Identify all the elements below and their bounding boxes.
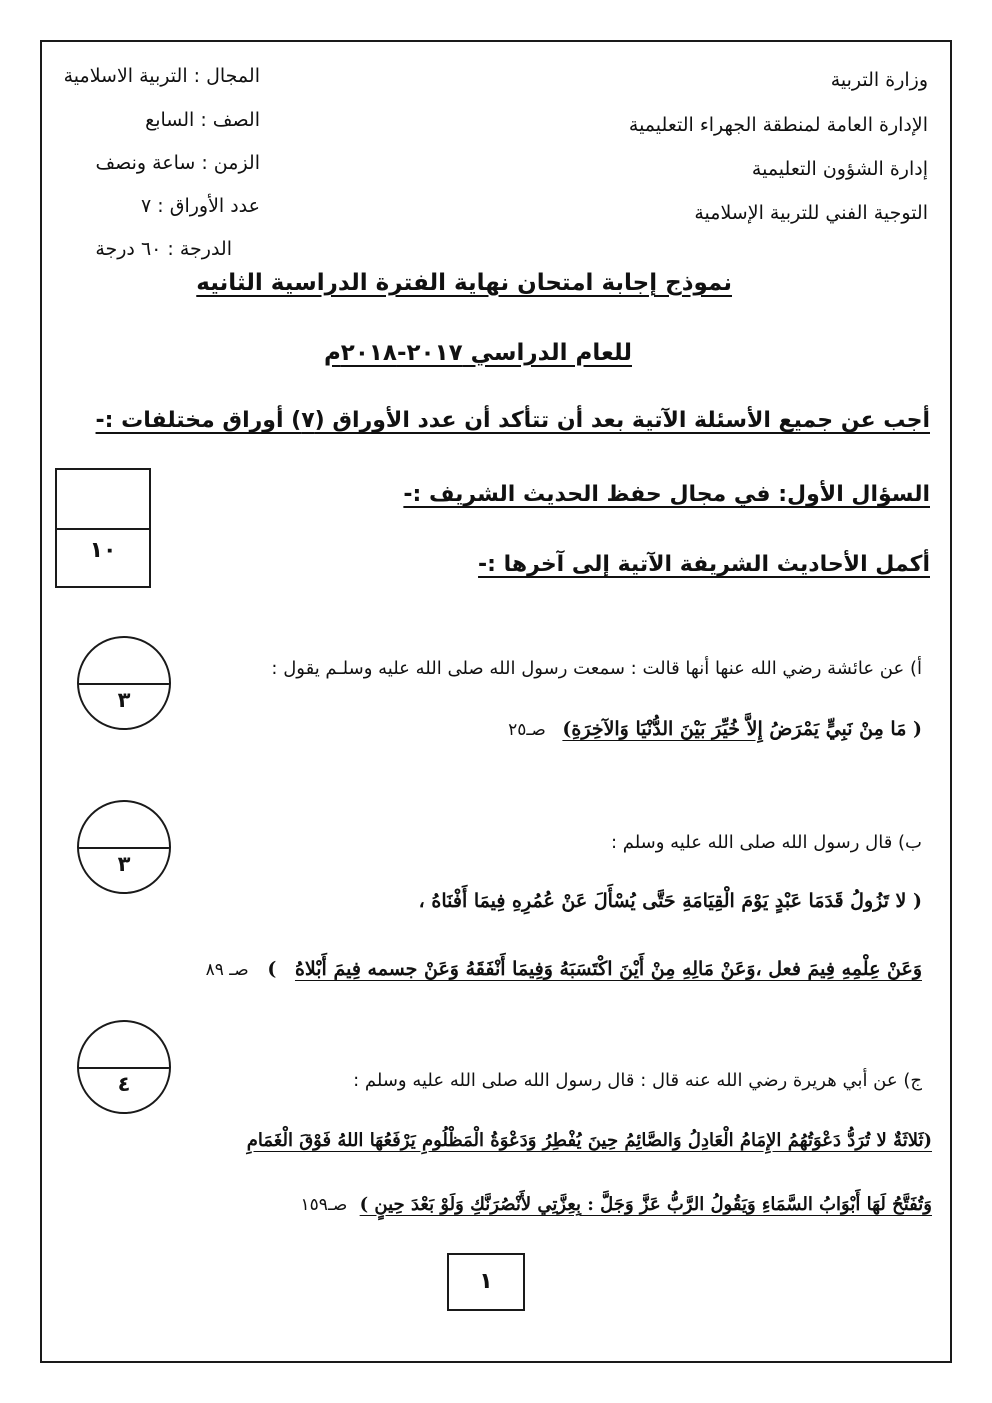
academic-year: للعام الدراسي ٢٠١٧-٢٠١٨م — [323, 340, 632, 366]
hadith-a-answer: إِلاَّ خُيِّرَ بَيْنَ الدُّنْيَا وَالآخِرَةِ) — [562, 718, 763, 740]
hadith-c-intro: ج) عن أبي هريرة رضي الله عنه قال : قال رسول الله صلى الله عليه وسلم : — [353, 1070, 922, 1091]
hadith-c-ref: صـ١٥٩ — [300, 1195, 348, 1215]
affairs-dept: إدارة الشؤون التعليمية — [751, 158, 928, 180]
mark-value-b: ٣ — [117, 852, 131, 876]
question-score-box — [55, 468, 151, 588]
mark-circle-divider — [79, 1067, 169, 1069]
score-field: الدرجة : ٦٠ درجة — [95, 238, 232, 260]
hadith-c-line2-wrap — [301, 1194, 932, 1215]
exam-title: نموذج إجابة امتحان نهاية الفترة الدراسية الثانيه — [196, 270, 732, 296]
hadith-c-line1-wrap — [247, 1130, 932, 1151]
hadith-c-line2: وَتُفَتَّحُ لَهَا أَبْوَابُ السَّمَاءِ وَيَقُولُ الرَّبُّ عَزَّ وَجَلَّ : بِعِزَّتِي لأَنْصُرَنَّكِ وَلَوْ بَعْدَ حِينٍ ) — [359, 1194, 932, 1215]
score-box-divider — [57, 528, 149, 530]
time-field: الزمن : ساعة ونصف — [95, 152, 260, 174]
mark-circle-divider — [79, 683, 169, 685]
grade-field: الصف : السابع — [145, 109, 260, 131]
hadith-b-line2-wrap — [206, 958, 922, 980]
question-score-value: ١٠ — [89, 538, 117, 563]
hadith-a-intro: أ) عن عائشة رضي الله عنها أنها قالت : سمعت رسول الله صلى الله عليه وسلـم يقول : — [271, 658, 922, 679]
hadith-a-ref: صـ٢٥ — [508, 720, 546, 740]
question1-heading: السؤال الأول: في مجال حفظ الحديث الشريف :- — [403, 482, 930, 507]
mark-circle-b — [77, 800, 171, 894]
pages-field: عدد الأوراق : ٧ — [141, 195, 260, 217]
exam-instructions: أجب عن جميع الأسئلة الآتية بعد أن تتأكد أن عدد الأوراق (٧) أوراق مختلفات :- — [95, 408, 930, 433]
question1-prompt: أكمل الأحاديث الشريفة الآتية إلى آخرها :- — [478, 552, 930, 577]
hadith-a-text — [508, 718, 922, 740]
supervision-dept: التوجية الفني للتربية الإسلامية — [694, 202, 928, 224]
hadith-c-line1: (ثَلاثَةٌ لا تُرَدُّ دَعْوَتُهُمُ الإِمَامُ الْعَادِلُ وَالصَّائِمُ حِينَ يُفْطِرُ وَدَعْوَةُ الْمَظْلُومِ يَرْفَعُهَا اللهُ فَوْقَ الْغَمَامِ — [246, 1130, 932, 1151]
mark-circle-divider — [79, 847, 169, 849]
mark-circle-a — [77, 636, 171, 730]
hadith-b-intro: ب) قال رسول الله صلى الله عليه وسلم : — [610, 832, 922, 853]
mark-value-c: ٤ — [117, 1072, 131, 1096]
hadith-b-close: ) — [267, 958, 277, 980]
hadith-a-open: ( مَا مِنْ نَبِيٍّ يَمْرَضُ — [769, 718, 922, 740]
ministry-name: وزارة التربية — [830, 69, 928, 91]
mark-value-a: ٣ — [117, 688, 131, 712]
hadith-b-ref: صـ ٨٩ — [205, 960, 249, 980]
hadith-b-line2: وَعَنْ عِلْمِهِ فِيمَ فعل ،وَعَنْ مَالِهِ مِنْ أَيْنَ اكْتَسَبَهُ وَفِيمَا أَنْفَقَهُ وَعَنْ جسمه فِيمَ أَبْلاهُ — [294, 958, 922, 980]
subject-field: المجال : التربية الاسلامية — [63, 65, 260, 87]
mark-circle-c — [77, 1020, 171, 1114]
hadith-b-line1: ( لا تَزُولُ قَدَمَا عَبْدٍ يَوْمَ الْقِيَامَةِ حَتَّى يُسْأَلَ عَنْ عُمُرِهِ فِيمَا أَفْنَاهُ ، — [418, 890, 922, 912]
directorate-name: الإدارة العامة لمنطقة الجهراء التعليمية — [628, 114, 928, 136]
page-number: ١ — [447, 1253, 525, 1311]
